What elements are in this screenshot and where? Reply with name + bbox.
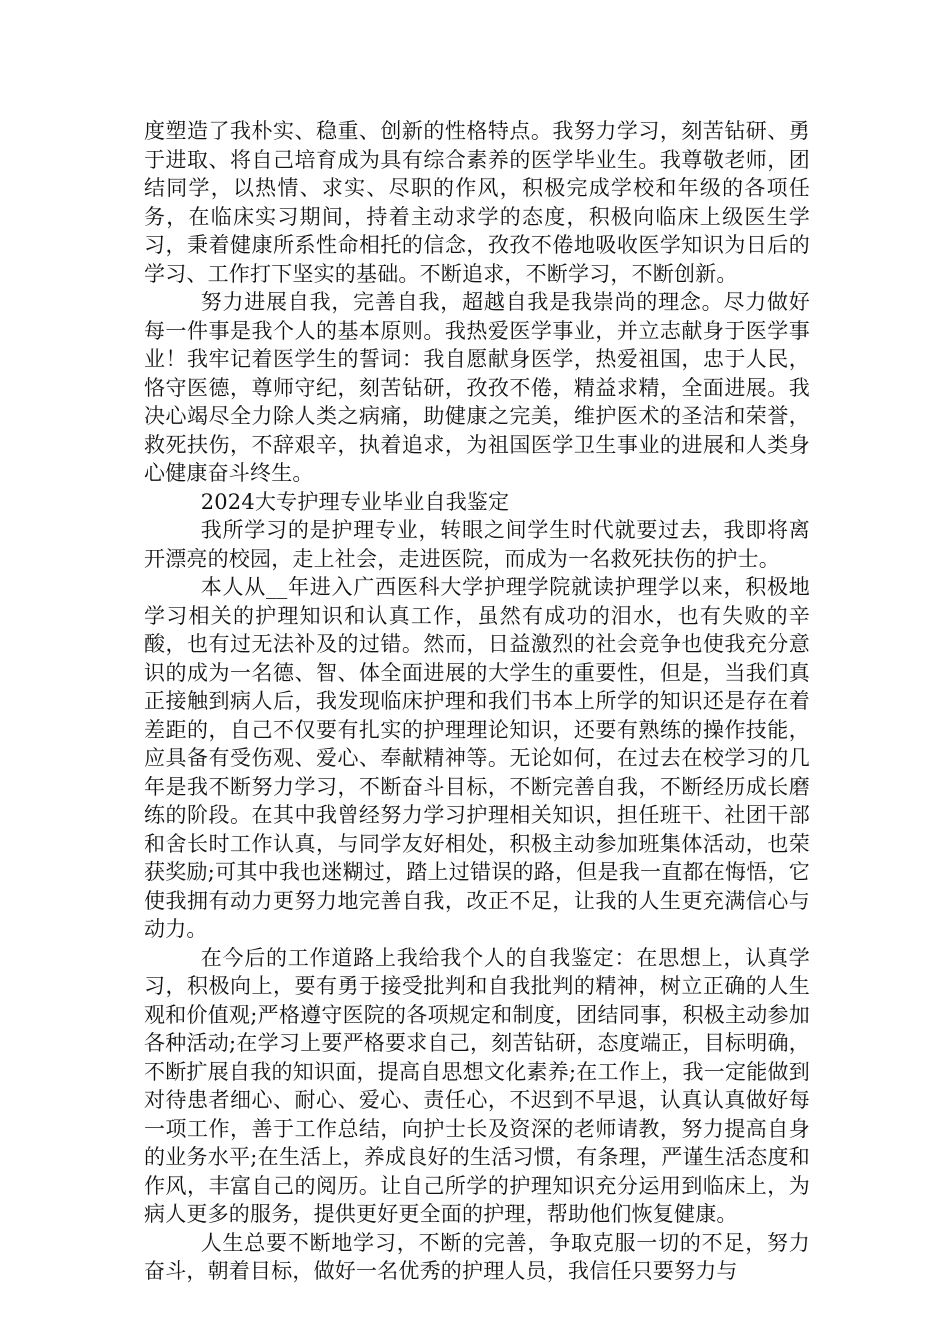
paragraph-3: 我所学习的是护理专业，转眼之间学生时代就要过去，我即将离开漂亮的校园，走上社会，走进医院，而成为一名救死扶伤的护士。: [144, 518, 810, 571]
paragraph-4: 本人从__年进入广西医科大学护理学院就读护理学以来，积极地学习相关的护理知识和认真工作，虽然有成功的泪水，也有失败的辛酸，也有过无法补及的过错。然而，日益激烈的社会竞争也使我充分意识的成为一名德、智、体全面进展的大学生的重要性，但是，当我们真正接触到病人后，我发现临床护理和我们书本上所学的知识还是存在着差距的，自己不仅要有扎实的护理理论知识，还要有熟练的操作技能，应具备有受伤观、爱心、奉献精神等。无论如何，在过去在校学习的几年是我不断努力学习，不断奋斗目标，不断完善自我，不断经历成长磨练的阶段。在其中我曾经努力学习护理相关知识，担任班干、社团干部和舍长时工作认真，与同学友好相处，积极主动参加班集体活动，也荣获奖励;可其中我也迷糊过，踏上过错误的路，但是我一直都在悔悟，它使我拥有动力更努力地完善自我，改正不足，让我的人生更充满信心与动力。: [144, 575, 810, 941]
paragraph-6: 人生总要不断地学习，不断的完善，争取克服一切的不足，努力奋斗，朝着目标，做好一名优秀的护理人员，我信任只要努力与: [144, 1230, 810, 1283]
paragraph-2: 努力进展自我，完善自我，超越自我是我崇尚的理念。尽力做好每一件事是我个人的基本原则。我热爱医学事业，并立志献身于医学事业！我牢记着医学生的誓词：我自愿献身医学，热爱祖国，忠于人民，恪守医德，尊师守纪，刻苦钻研，孜孜不倦，精益求精，全面进展。我决心竭尽全力除人类之病痛，助健康之完美，维护医术的圣洁和荣誉，救死扶伤，不辞艰辛，执着追求，为祖国医学卫生事业的进展和人类身心健康奋斗终生。: [144, 290, 810, 485]
paragraph-1: 度塑造了我朴实、稳重、创新的性格特点。我努力学习，刻苦钻研、勇于进取、将自己培育成为具有综合素养的医学毕业生。我尊敬老师，团结同学，以热情、求实、尽职的作风，积极完成学校和年级的各项任务，在临床实习期间，持着主动求学的态度，积极向临床上级医生学习，秉着健康所系性命相托的信念，孜孜不倦地吸收医学知识为日后的学习、工作打下坚实的基础。不断追求，不断学习，不断创新。: [144, 119, 810, 286]
section-heading: 2024大专护理专业毕业自我鉴定: [200, 489, 510, 514]
document-page: [144, 117, 810, 1286]
paragraph-5: 在今后的工作道路上我给我个人的自我鉴定：在思想上，认真学习，积极向上，要有勇于接受批判和自我批判的精神，树立正确的人生观和价值观;严格遵守医院的各项规定和制度，团结同事，积极主动参加各种活动;在学习上要严格要求自己，刻苦钻研，态度端正，目标明确，不断扩展自我的知识面，提高自思想文化素养;在工作上，我一定能做到对待患者细心、耐心、爱心、责任心，不迟到不早退，认真认真做好每一项工作，善于工作总结，向护士长及资深的老师请教，努力提高自身的业务水平;在生活上，养成良好的生活习惯，有条理，严谨生活态度和作风，丰富自己的阅历。让自己所学的护理知识充分运用到临床上，为病人更多的服务，提供更好更全面的护理，帮助他们恢复健康。: [144, 945, 810, 1226]
